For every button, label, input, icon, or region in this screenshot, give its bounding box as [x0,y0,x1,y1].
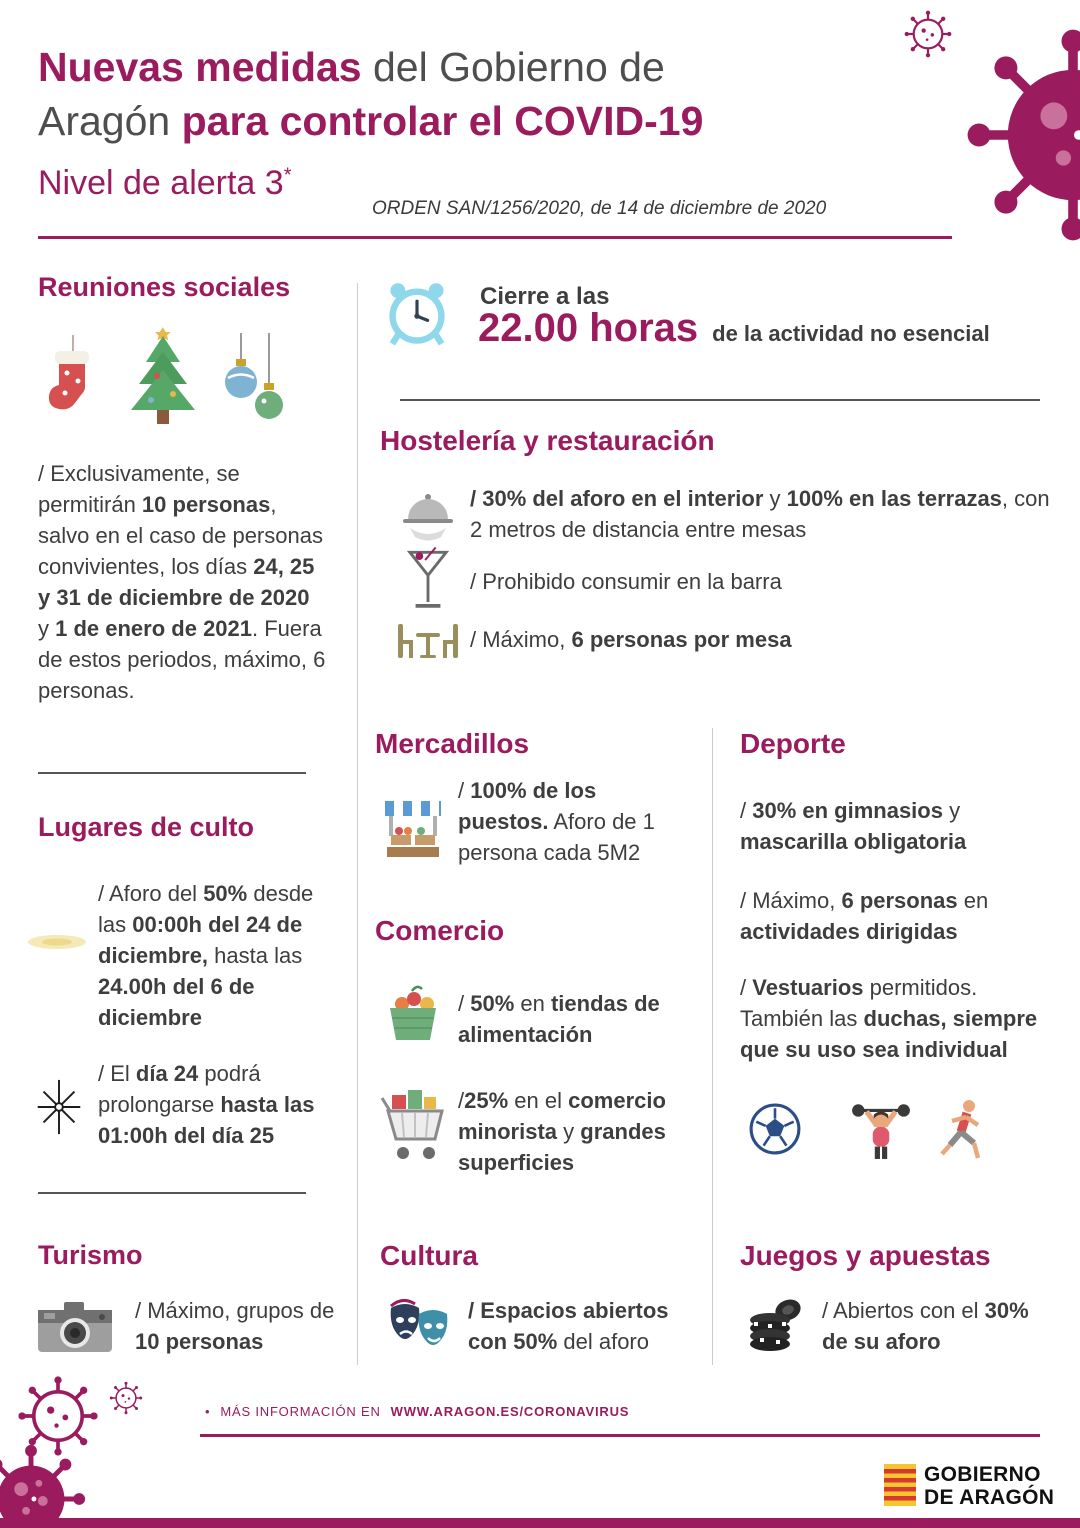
deporte-item-1: / 30% en gimnasios y mascarilla obligatoria [740,798,967,854]
section-title-juegos: Juegos y apuestas [740,1240,991,1271]
deporte-item-2: / Máximo, 6 personas en actividades dirigidas [740,888,989,944]
hosteleria-item-2: / Prohibido consumir en la barra [470,569,782,594]
closure-time: 22.00 horas [478,306,699,350]
section-divider [400,399,1040,401]
column-divider [712,728,713,1365]
section-title-hosteleria: Hostelería y restauración [380,425,715,456]
section-divider [38,772,306,774]
shopping-cart-icon [378,1085,448,1167]
footer-bullet: • [205,1404,211,1419]
section-title-cultura: Cultura [380,1240,478,1271]
comercio-item-2: /25% en el comercio minorista y grandes superficies [458,1088,666,1175]
culto-item-2: / El día 24 podrá prolongarse hasta las 01:00h del día 25 [98,1061,315,1148]
footer-info [205,1404,629,1419]
table-chairs-icon [396,620,460,664]
closure-line [478,306,990,351]
header-rule [38,236,952,239]
mercadillos-body: / 100% de los puestos. Aforo de 1 persona cada 5M2 [458,778,655,865]
christmas-tree-icon [125,326,201,428]
logo-line-1: GOBIERNO [924,1463,1041,1486]
baubles-icon [222,333,288,429]
aragon-flag-icon [884,1464,916,1506]
weightlifter-icon [850,1096,912,1160]
order-reference: ORDEN SAN/1256/2020, de 14 de diciembre de 2020 [372,198,827,219]
page-title-line1: Nuevas medidas del Gobierno de [38,44,665,90]
hosteleria-item-1: / 30% del aforo en el interior y 100% en las terrazas, con 2 metros de distancia entre mesas [470,486,1050,542]
virus-icon [958,20,1080,250]
comercio-item-1: / 50% en tiendas de alimentación [458,991,660,1047]
footer-rule [200,1434,1040,1437]
page-title [38,40,703,148]
section-title-reuniones: Reuniones sociales [38,272,291,302]
serving-dish-icon [398,488,458,542]
section-title-culto: Lugares de culto [38,812,255,842]
bottom-bar [0,1518,1080,1528]
turismo-body: / Máximo, grupos de 10 personas [135,1298,335,1354]
section-title-comercio: Comercio [375,915,505,946]
deporte-item-3: / Vestuarios permitidos. También las duchas, siempre que su uso sea individual [740,975,1038,1062]
section-divider [38,1192,306,1194]
culto-item-1: / Aforo del 50% desde las 00:00h del 24 de diciembre, hasta las 24.00h del 6 de diciembre [98,881,314,1030]
section-title-mercadillos: Mercadillos [375,728,530,759]
virus-icon [0,1440,90,1528]
footer-info-text: MÁS INFORMACIÓN EN [220,1404,381,1419]
footer-info-url: WWW.ARAGON.ES/CORONAVIRUS [390,1404,630,1419]
gobierno-aragon-logo [924,1463,1054,1509]
poker-chips-icon [748,1293,804,1353]
alarm-clock-icon [383,280,451,348]
cocktail-icon [406,545,450,617]
page-title-line2: Aragón para controlar el COVID-19 [38,98,704,144]
theater-masks-icon [383,1293,457,1359]
runner-icon [938,1098,988,1162]
logo-line-2: DE ARAGÓN [924,1486,1055,1509]
sparkle-star-icon [30,1078,88,1136]
stocking-icon [45,333,100,421]
cultura-body: / Espacios abiertos con 50% del aforo [468,1298,669,1354]
section-title-turismo: Turismo [38,1240,143,1270]
camera-icon [36,1297,114,1355]
virus-icon [902,8,954,60]
closure-prefix: Cierre a las [480,283,610,310]
soccer-ball-icon [748,1102,802,1156]
section-title-deporte: Deporte [740,728,846,759]
juegos-body: / Abiertos con el 30% de su aforo [822,1298,1029,1354]
hosteleria-item-3: / Máximo, 6 personas por mesa [470,627,792,652]
reuniones-body: / Exclusivamente, se permitirán 10 personas, salvo en el caso de personas convivientes, los días 24, 25 y 31 de diciembre de 2020 y 1 de enero de 2021. Fuera de estos periodos, máximo, 6 personas. [38,461,326,703]
alert-asterisk: * [283,164,292,187]
alert-level: Nivel de alerta 3* [38,164,292,202]
virus-icon [108,1380,144,1416]
food-basket-icon [382,984,444,1044]
market-stall-icon [383,795,443,859]
candle-glow-icon [26,928,88,956]
column-divider [357,283,358,1365]
closure-suffix: de la actividad no esencial [712,321,990,346]
